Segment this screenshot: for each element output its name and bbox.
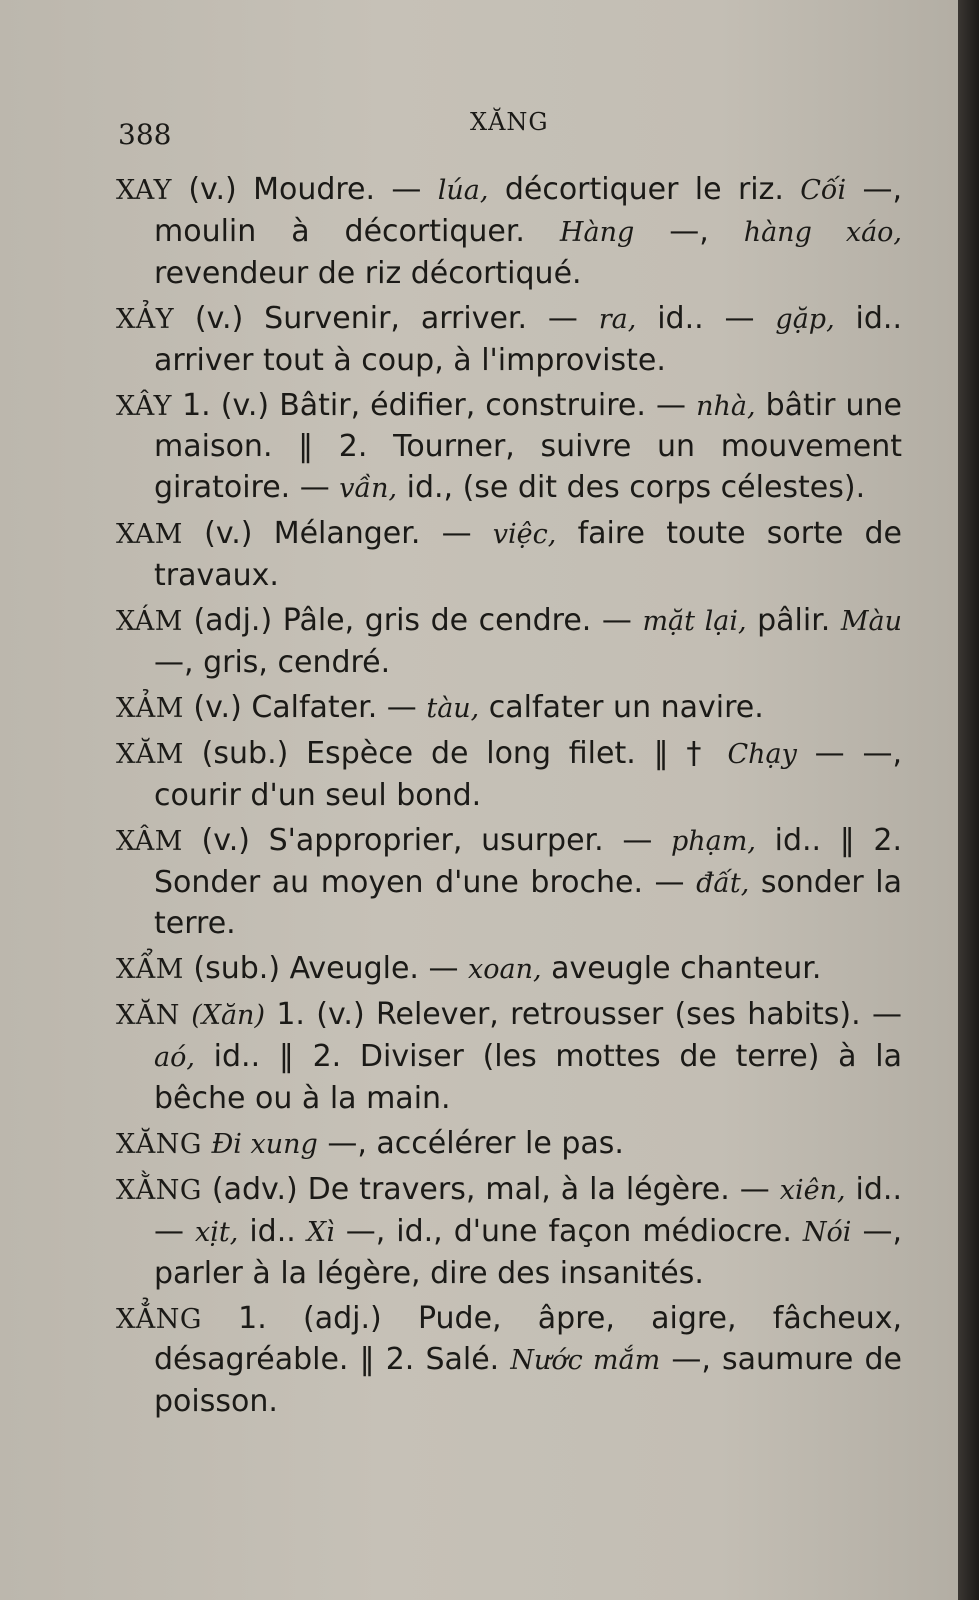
definition-text: 1. (v.) Relever, retrousser (ses habits). — <box>264 997 902 1033</box>
definition-text: —, accélérer le pas. <box>317 1125 624 1161</box>
definition-text: (v.) Moudre. — <box>172 172 438 207</box>
dictionary-entry <box>116 995 902 1120</box>
definition-text: décortiquer le riz. <box>488 172 801 207</box>
italic-term: Xì <box>306 1216 335 1248</box>
headword: XÁM <box>116 606 183 638</box>
definition-text: sonder la terre. <box>154 864 903 942</box>
definition-text: id.. — <box>636 300 776 336</box>
definition-text: pâlir. <box>746 603 841 639</box>
italic-term: xiên, <box>779 1174 846 1206</box>
dictionary-entry <box>116 821 902 946</box>
italic-term: hàng xáo, <box>743 216 903 248</box>
dictionary-entry <box>116 514 902 597</box>
definition-text: —, id., d'une façon médiocre. <box>334 1213 803 1249</box>
headword: XẨM <box>116 954 184 986</box>
definition-text <box>180 997 191 1032</box>
definition-text: revendeur de riz décortiqué. <box>154 255 582 291</box>
definition-text: (v.) S'approprier, usurper. — <box>182 822 671 858</box>
definition-text: (v.) Mélanger. — <box>182 516 493 552</box>
italic-term: Chạy <box>727 738 797 770</box>
headword: XẲNG <box>116 1303 202 1335</box>
headword: XĂM <box>116 738 184 770</box>
page-header <box>118 108 900 158</box>
dictionary-entry <box>116 299 902 382</box>
definition-text: aveugle chanteur. <box>541 951 822 987</box>
definition-text: id.. ‖ 2. Diviser (les mottes de terre) à la bêche ou à la main. <box>154 1039 902 1117</box>
dictionary-entries <box>116 170 902 1427</box>
dictionary-entry <box>116 949 902 991</box>
definition-text: id., (se dit des corps célestes). <box>397 470 866 506</box>
definition-text: id.. <box>238 1213 307 1249</box>
headword: XĂNG <box>116 1128 202 1160</box>
definition-text: id.. — <box>154 1171 902 1249</box>
italic-term: Đi xung <box>211 1128 318 1160</box>
definition-text: id.. ‖ 2. Sonder au moyen d'une broche. — <box>154 822 902 900</box>
definition-text: bâtir une maison. ‖ 2. Tourner, suivre un mouvement giratoire. — <box>154 387 903 506</box>
italic-term: đất, <box>696 867 750 899</box>
definition-text: calfater un navire. <box>479 689 764 725</box>
italic-term: nhà, <box>696 390 756 422</box>
dictionary-entry <box>116 1170 902 1295</box>
italic-term: aó, <box>154 1042 195 1074</box>
definition-text: —, saumure de poisson. <box>154 1342 903 1420</box>
definition-text: —, parler à la légère, dire des insanités. <box>154 1213 902 1291</box>
book-spine <box>958 0 979 1600</box>
definition-text: id.. arriver tout à coup, à l'improviste. <box>154 300 902 378</box>
definition-text: (adj.) Pâle, gris de cendre. — <box>182 603 643 639</box>
definition-text: —, moulin à décortiquer. <box>154 172 902 249</box>
italic-term: (Xăn) <box>191 1000 265 1032</box>
dictionary-entry <box>116 601 902 684</box>
italic-term: phạm, <box>670 825 756 857</box>
definition-text: (sub.) Aveugle. — <box>183 951 469 987</box>
dictionary-entry <box>116 1299 902 1424</box>
italic-term: việc, <box>492 519 557 551</box>
dictionary-entry <box>116 688 902 730</box>
italic-term: Cối <box>800 175 847 206</box>
definition-text: 1. (adj.) Pude, âpre, aigre, fâcheux, désagréable. ‖ 2. Salé. <box>154 1300 902 1378</box>
definition-text: faire toute sorte de travaux. <box>154 516 902 594</box>
definition-text: 1. (v.) Bâtir, édifier, construire. — <box>172 387 697 423</box>
headword: XẢM <box>116 692 184 724</box>
italic-term: Màu <box>840 606 902 638</box>
definition-text: —, <box>634 213 744 249</box>
italic-term: mặt lại, <box>642 606 747 638</box>
italic-term: xoan, <box>468 954 542 986</box>
italic-term: tàu, <box>426 692 480 724</box>
definition-text: — —, courir d'un seul bond. <box>154 735 902 813</box>
definition-text: —, gris, cendré. <box>154 644 391 680</box>
headword: XAM <box>116 519 183 551</box>
headword: XĂN <box>116 1000 180 1032</box>
headword: XÂY <box>116 390 172 422</box>
definition-text: (v.) Survenir, arriver. — <box>174 300 599 336</box>
headword: XÂM <box>116 825 183 857</box>
running-head: XĂNG <box>470 108 549 136</box>
italic-term: gặp, <box>775 303 835 335</box>
italic-term: Hàng <box>559 216 635 248</box>
dictionary-entry <box>116 734 902 817</box>
italic-term: Nói <box>802 1216 852 1248</box>
definition-text: (v.) Calfater. — <box>183 689 427 725</box>
headword: XẰNG <box>116 1174 202 1206</box>
dictionary-entry <box>116 1124 902 1166</box>
dictionary-entry <box>116 170 902 295</box>
italic-term: lúa, <box>437 175 489 206</box>
headword: XẢY <box>116 303 175 335</box>
italic-term: vần, <box>339 473 398 505</box>
dictionary-entry <box>116 386 902 511</box>
definition-text: (sub.) Espèce de long filet. ‖ † <box>183 735 728 771</box>
italic-term: Nước mắm <box>510 1345 661 1377</box>
italic-term: ra, <box>598 303 637 335</box>
italic-term: xịt, <box>195 1216 239 1248</box>
page-number: 388 <box>118 118 172 151</box>
headword: XAY <box>116 175 172 206</box>
definition-text: (adv.) De travers, mal, à la légère. — <box>201 1171 780 1207</box>
